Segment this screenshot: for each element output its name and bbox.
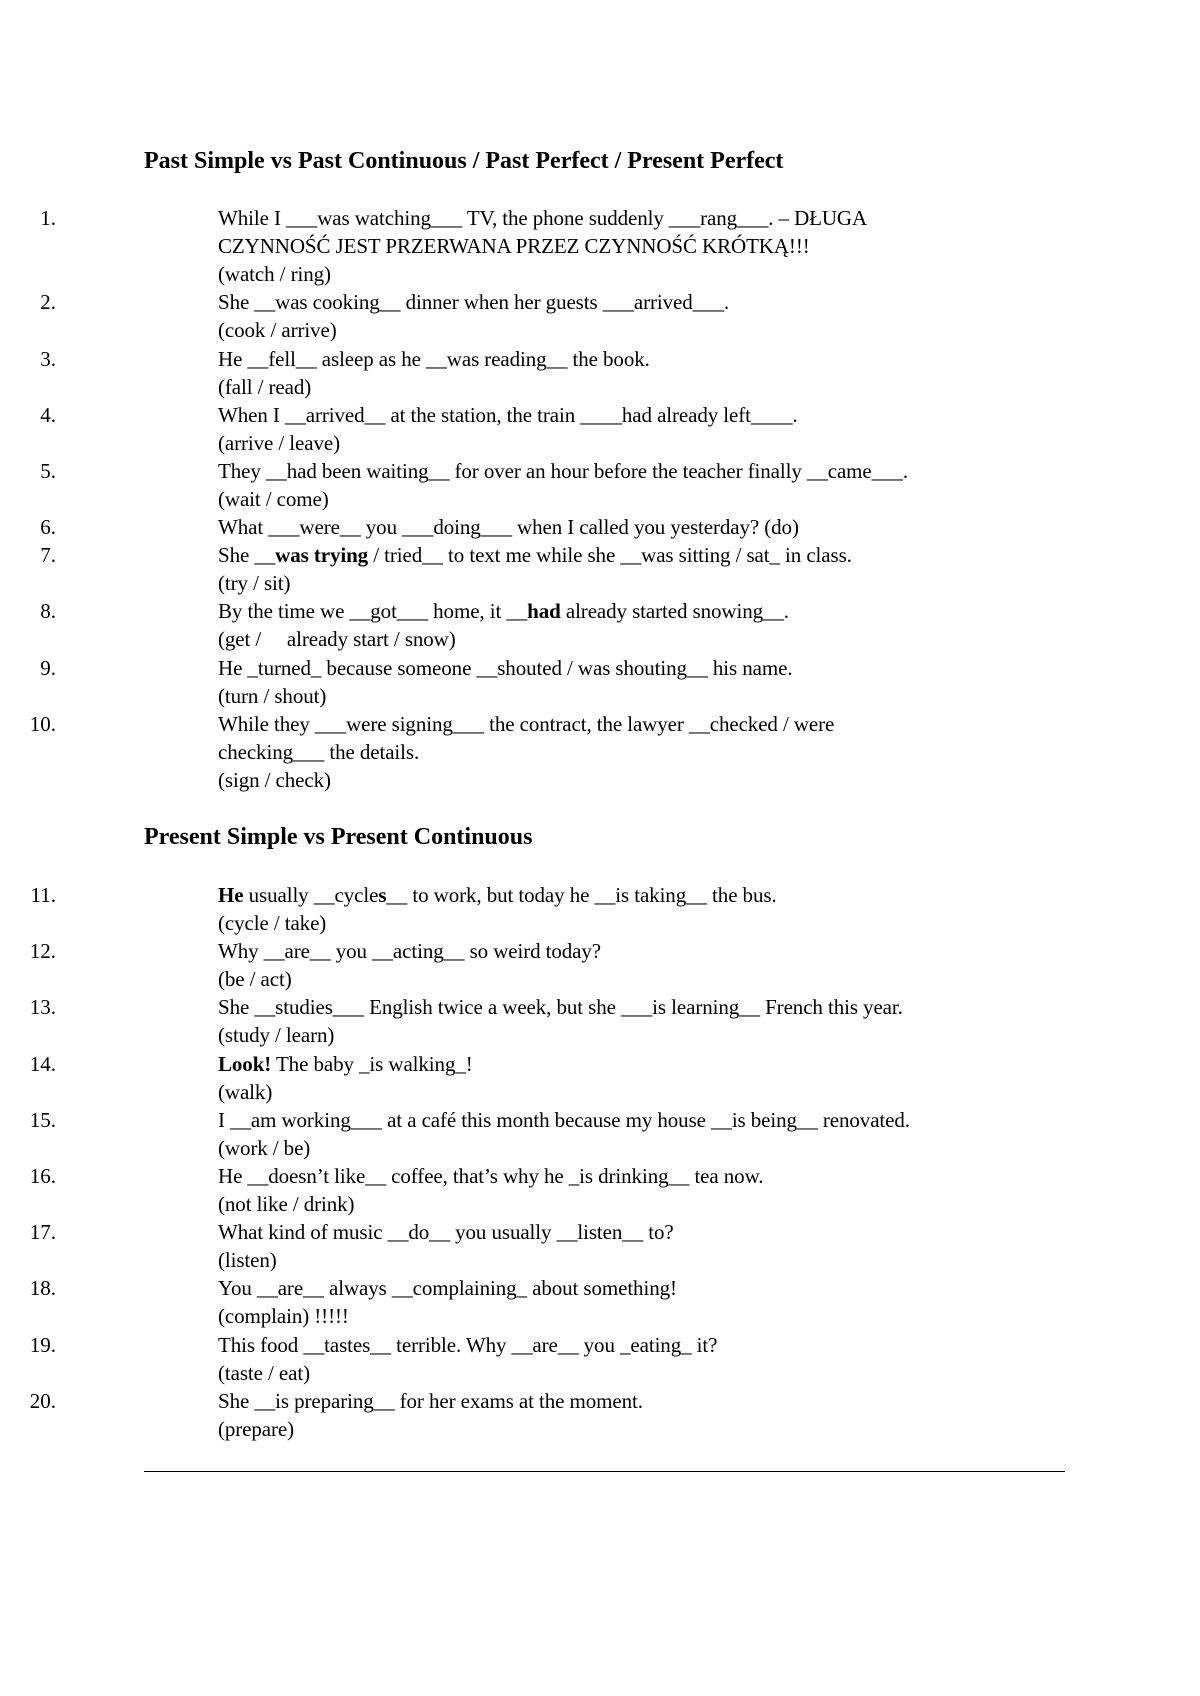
exercise-number: 17. [29, 1220, 56, 1245]
exercise-number: 16. [29, 1164, 56, 1188]
text-segment: The baby _is walking_! [271, 1051, 473, 1076]
exercise-hint-line [218, 1134, 310, 1162]
exercise-text-line [218, 1218, 674, 1246]
exercise-text-line [218, 345, 650, 373]
text-segment: What ___were__ you ___doing___ when I called you yesterday? (do) [218, 515, 799, 540]
text-segment: (watch / ring) [218, 262, 331, 287]
text-segment: While I ___was watching___ TV, the phone suddenly ___rang___. – DŁUGA [218, 206, 868, 230]
text-segment: already started snowing__. [560, 599, 789, 624]
text-segment: (not like / drink) [218, 1192, 355, 1217]
exercise-number: 5. [40, 458, 56, 483]
exercise-text-line [218, 541, 852, 569]
exercise-text-line [218, 937, 601, 965]
exercise-text-line [218, 513, 799, 541]
exercise-number: 13. [29, 995, 56, 1020]
exercise-hint-line [218, 1246, 277, 1274]
exercise-number: 20. [29, 1388, 56, 1413]
exercise-text-line [218, 881, 777, 909]
exercise-hint-line [218, 1078, 272, 1106]
exercise-hint-line [218, 373, 311, 401]
exercise-hint-line [218, 909, 326, 937]
text-segment: She __was cooking__ dinner when her guests ___arrived___. [218, 290, 730, 315]
exercise-number: 11. [30, 883, 56, 907]
bold-text: He [218, 883, 244, 907]
text-segment: She __studies___ English twice a week, but she ___is learning__ French this year. [218, 995, 903, 1020]
text-segment: (cook / arrive) [218, 318, 337, 343]
text-segment: (arrive / leave) [218, 430, 340, 455]
exercise-text-line [218, 1050, 473, 1078]
exercise-number: 6. [40, 515, 56, 540]
exercise-hint-line [218, 260, 331, 288]
section-heading-present: Present Simple vs Present Continuous [144, 824, 533, 850]
exercise-text-line [218, 738, 419, 766]
text-segment: Why __are__ you __acting__ so weird today? [218, 939, 602, 964]
text-segment: (walk) [218, 1079, 273, 1104]
text-segment: You __are__ always __complaining_ about something! [218, 1276, 677, 1301]
text-segment: (get / already start / snow) [218, 627, 456, 652]
exercise-text-line [218, 654, 792, 682]
text-segment: He __doesn’t like__ coffee, that’s why he _is drinking__ tea now. [218, 1164, 764, 1188]
bold-text: Look! [218, 1051, 272, 1076]
text-segment: He _turned_ because someone __shouted / was shouting__ his name. [218, 655, 793, 680]
text-segment: She __ [218, 543, 276, 568]
text-segment: (cycle / take) [218, 911, 327, 936]
exercise-number: 7. [40, 543, 56, 568]
exercise-number: 9. [40, 655, 56, 680]
exercise-text-line [218, 597, 789, 625]
exercise-hint-line [218, 965, 292, 993]
bold-text: was trying [275, 543, 369, 568]
text-segment: (wait / come) [218, 486, 329, 511]
exercise-text-line [218, 457, 908, 485]
bottom-divider [144, 1471, 1065, 1472]
exercise-text-line [218, 710, 834, 738]
text-segment: She __is preparing__ for her exams at the moment. [218, 1388, 643, 1413]
bold-text: had [527, 599, 561, 624]
exercise-hint-line [218, 625, 456, 653]
text-segment: (listen) [218, 1248, 277, 1273]
text-segment: (turn / shout) [218, 683, 327, 708]
exercise-text-line [218, 401, 798, 429]
exercise-hint-line [218, 682, 326, 710]
exercise-number: 15. [29, 1107, 56, 1132]
exercise-hint-line [218, 1190, 354, 1218]
exercise-text-line [218, 288, 729, 316]
exercise-text-line [218, 1162, 763, 1190]
text-segment: (be / act) [218, 967, 292, 992]
exercise-text-line [218, 1274, 677, 1302]
text-segment: I __am working___ at a café this month because my house __is being__ renovated. [218, 1107, 910, 1132]
exercise-hint-line [218, 1021, 334, 1049]
text-segment: / tried__ to text me while she __was sitting / sat_ in class. [368, 543, 852, 568]
exercise-number: 19. [29, 1332, 56, 1357]
exercise-hint-line [218, 429, 340, 457]
exercise-text-line [218, 232, 810, 260]
text-segment: (prepare) [218, 1416, 295, 1441]
bold-text: s [378, 883, 387, 907]
exercise-hint-line [218, 485, 329, 513]
text-segment: __ to work, but today he __is taking__ the bus. [386, 883, 777, 907]
exercise-hint-line [218, 1359, 310, 1387]
exercise-hint-line [218, 569, 290, 597]
text-segment: checking___ the details. [218, 739, 420, 764]
exercise-number: 8. [40, 599, 56, 624]
exercise-text-line [218, 1331, 717, 1359]
text-segment: (study / learn) [218, 1023, 335, 1048]
exercise-text-line [218, 1106, 910, 1134]
text-segment: (try / sit) [218, 571, 291, 596]
exercise-hint-line [218, 316, 337, 344]
exercise-number: 18. [29, 1276, 56, 1301]
text-segment: By the time we __got___ home, it __ [218, 599, 528, 624]
text-segment: (fall / read) [218, 374, 312, 399]
exercise-hint-line [218, 1302, 349, 1330]
text-segment: What kind of music __do__ you usually __listen__ to? [218, 1220, 674, 1245]
text-segment: They __had been waiting__ for over an hour before the teacher finally __came___. [218, 458, 908, 483]
text-segment: (taste / eat) [218, 1360, 310, 1385]
section-heading-past: Past Simple vs Past Continuous / Past Perfect / Present Perfect [144, 148, 784, 174]
exercise-text-line [218, 204, 867, 232]
text-segment: CZYNNOŚĆ JEST PRZERWANA PRZEZ CZYNNOŚĆ KRÓTKĄ!!! [218, 234, 810, 259]
exercise-number: 3. [40, 346, 56, 371]
text-segment: When I __arrived__ at the station, the train ____had already left____. [218, 402, 798, 427]
exercise-hint-line [218, 766, 331, 794]
exercise-number: 12. [29, 939, 56, 964]
text-segment: (complain) !!!!! [218, 1304, 349, 1329]
text-segment: usually __cycle [243, 883, 379, 907]
exercise-text-line [218, 993, 903, 1021]
text-segment: (work / be) [218, 1135, 311, 1160]
exercise-hint-line [218, 1415, 294, 1443]
exercise-number: 10. [29, 711, 56, 736]
text-segment: While they ___were signing___ the contract, the lawyer __checked / were [218, 711, 835, 736]
exercise-number: 1. [40, 206, 56, 230]
exercise-number: 2. [40, 290, 56, 315]
exercise-number: 14. [29, 1051, 56, 1076]
text-segment: He __fell__ asleep as he __was reading__ the book. [218, 346, 650, 371]
text-segment: This food __tastes__ terrible. Why __are__ you _eating_ it? [218, 1332, 718, 1357]
text-segment: (sign / check) [218, 767, 331, 792]
exercise-number: 4. [40, 402, 56, 427]
exercise-text-line [218, 1387, 643, 1415]
